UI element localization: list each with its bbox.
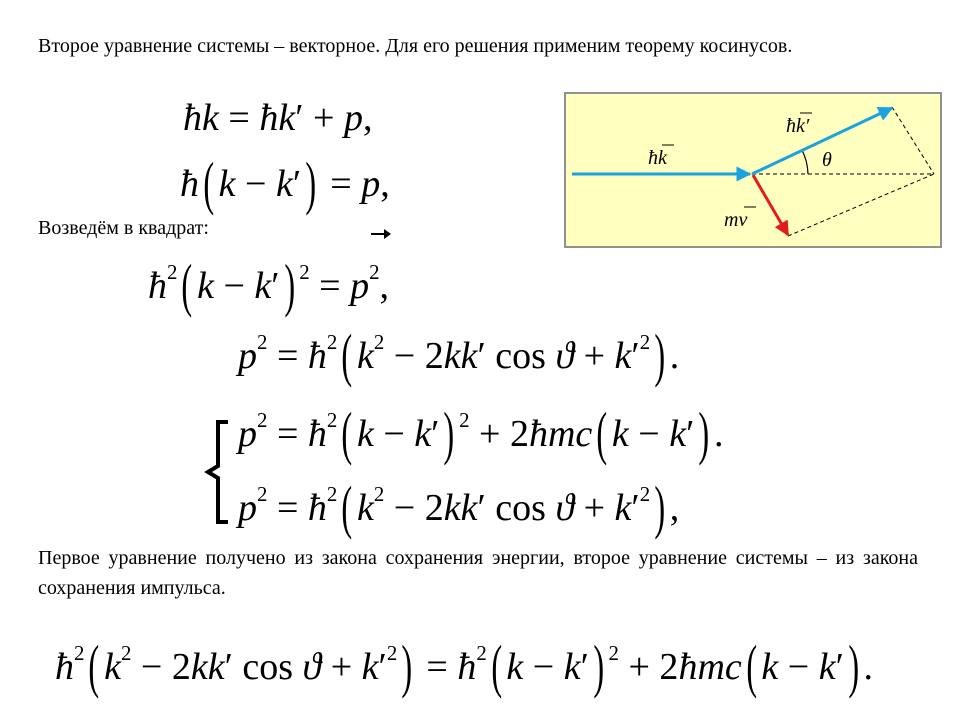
equation-combined: $ħ^2$( $k^2 - 2kk'$ $\cos ϑ + k'^2$) = $ħ^2$( k − k′) $^2$ + 2ħmc( k − k′) . [55, 634, 873, 699]
equation-momentum-difference: ħ( k − k′) = p, [180, 151, 390, 216]
equation-cosine-theorem: $p^2$ = $ħ^2$( $k^2 - 2kk'$ $\cos ϑ + k'^2$) . [238, 323, 680, 388]
label-hk: ħk [648, 147, 667, 169]
vector-arrow-mark [370, 226, 392, 240]
intro-paragraph: Второе уравнение системы – векторное. Для его решения применим теорему косинусов. [38, 35, 793, 57]
diagram-background [565, 93, 941, 247]
system-brace [204, 420, 234, 524]
compton-vector-diagram [564, 92, 942, 248]
equation-momentum-vector: ħk = ħk′ + p, [183, 97, 373, 139]
equation-energy: $p^2$ = $ħ^2$( k − k′) $^2$ + 2ħmc( k − k′) . [238, 401, 724, 466]
label-mv: mv [724, 209, 748, 231]
square-label: Возведём в квадрат: [38, 217, 209, 239]
equation-squared: $ħ^2$( k − k′) $^2 = p^2$, [148, 253, 390, 318]
label-theta: θ [822, 149, 832, 171]
conclusion-paragraph: Первое уравнение получено из закона сохранения энергии, второе уравнение системы – из закона сохранения импульса. [38, 547, 918, 599]
equation-momentum: $p^2$ = $ħ^2$( $k^2 - 2kk'$ $\cos ϑ + k'^2$) , [238, 475, 680, 540]
label-hk-prime: ħk′ [786, 115, 810, 137]
